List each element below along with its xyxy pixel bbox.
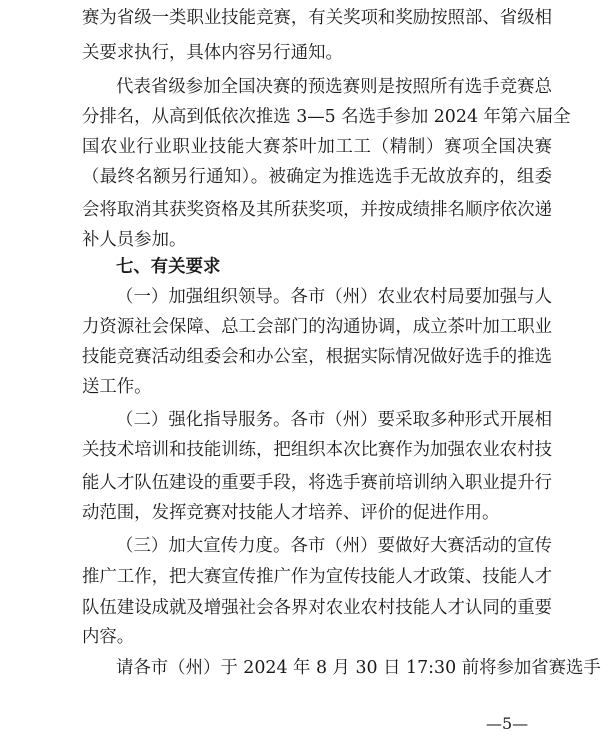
text-line: 国农业行业职业技能大赛茶叶加工工（精制）赛项全国决赛 xyxy=(82,137,552,157)
text-line: 赛为省级一类职业技能竞赛，有关奖项和奖励按照部、省级相 xyxy=(82,8,552,28)
text-line: 代表省级参加全国决赛的预选赛则是按照所有选手竞赛总 xyxy=(116,77,552,97)
text-line: 分排名，从高到低依次推选 3—5 名选手参加 2024 年第六届全 xyxy=(82,107,571,127)
text-line: 补人员参加。 xyxy=(82,230,187,250)
text-line: 内容。 xyxy=(82,627,135,647)
text-line: 会将取消其获奖资格及其所获奖项，并按成绩排名顺序依次递 xyxy=(82,200,552,220)
text-line: 技能竞赛活动组委会和办公室，根据实际情况做好选手的推选 xyxy=(82,347,552,367)
section-heading: 七、有关要求 xyxy=(116,257,221,277)
text-line: 请各市（州）于 2024 年 8 月 30 日 17:30 前将参加省赛选手 xyxy=(116,658,601,678)
text-line: 力资源社会保障、总工会部门的沟通协调，成立茶叶加工职业 xyxy=(82,317,552,337)
page-number: —5— xyxy=(486,714,529,733)
text-line: （最终名额另行通知）。被确定为推选选手无故放弃的，组委 xyxy=(82,167,552,187)
text-line: 队伍建设成就及增强社会各界对农业农村技能人才认同的重要 xyxy=(82,598,552,618)
text-line: 关技术培训和技能训练，把组织本次比赛作为加强农业农村技 xyxy=(82,440,552,460)
text-line: （三）加大宣传力度。各市（州）要做好大赛活动的宣传 xyxy=(116,536,552,556)
text-line: （一）加强组织领导。各市（州）农业农村局要加强与人 xyxy=(116,287,552,307)
text-line: 送工作。 xyxy=(82,377,152,397)
text-line: （二）强化指导服务。各市（州）要采取多种形式开展相 xyxy=(116,410,552,430)
text-line: 动范围，发挥竞赛对技能人才培养、评价的促进作用。 xyxy=(82,503,500,523)
text-line: 关要求执行，具体内容另行通知。 xyxy=(82,43,343,63)
text-line: 能人才队伍建设的重要手段，将选手赛前培训纳入职业提升行 xyxy=(82,473,552,493)
text-line: 推广工作，把大赛宣传推广作为宣传技能人才政策、技能人才 xyxy=(82,567,552,587)
